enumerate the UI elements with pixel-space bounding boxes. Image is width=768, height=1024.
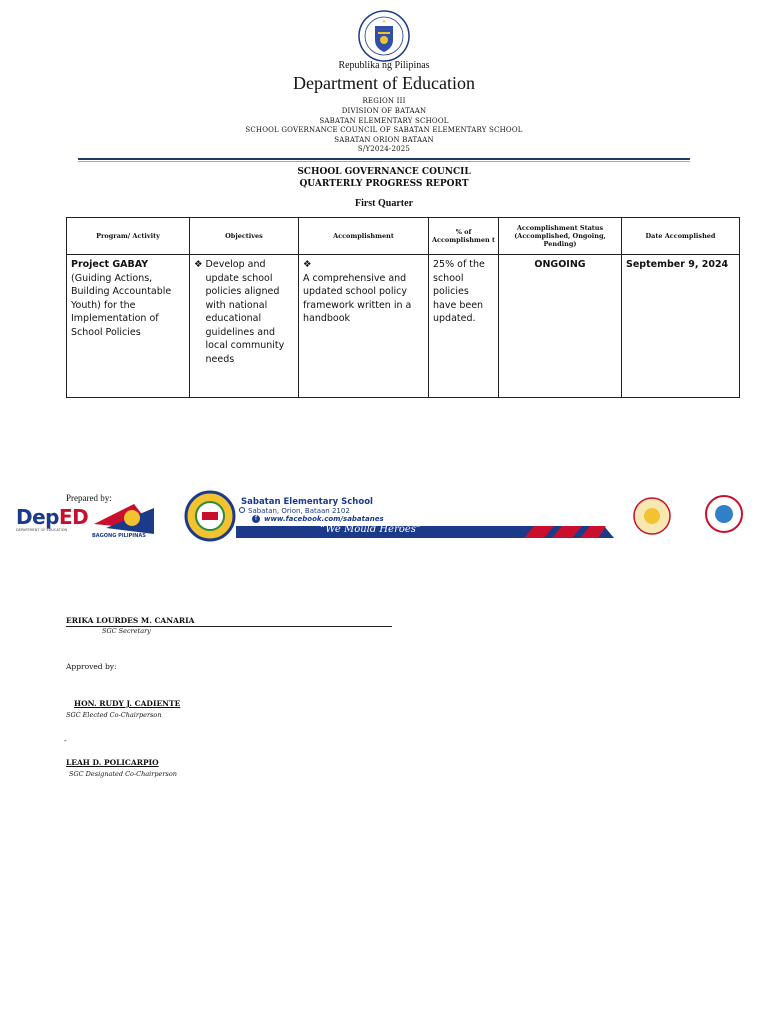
dash-mark: -: [64, 736, 67, 745]
location-icon: [239, 507, 245, 513]
approved-by-label: Approved by:: [66, 662, 117, 671]
date-cell: September 9, 2024: [622, 255, 740, 398]
column-header: Accomplishment: [299, 218, 429, 255]
column-header: Date Accomplished: [622, 218, 740, 255]
objective-cell: [190, 255, 299, 398]
header-line-school: SABATAN ELEMENTARY SCHOOL: [319, 117, 449, 125]
status-cell: ONGOING: [499, 255, 622, 398]
preparer-role: SGC Secretary: [102, 627, 151, 635]
program-name: Project GABAY: [71, 259, 149, 270]
approver2-role: SGC Designated Co-Chairperson: [69, 770, 177, 778]
deped-logo-subtext: DEPARTMENT OF EDUCATION: [16, 528, 68, 532]
column-header: Program/ Activity: [67, 218, 190, 255]
table-header-row: [67, 218, 740, 255]
banner-facebook-link: www.facebook.com/sabatanes: [264, 515, 384, 523]
banner-school-address: Sabatan, Orion, Bataan 2102: [248, 507, 350, 515]
objective-text: Develop and update school policies aligned with national educational guidelines and local community needs: [205, 259, 285, 365]
header-divider: [78, 158, 690, 160]
bagong-pilipinas-text: BAGONG PILIPINAS: [92, 533, 146, 539]
accomplishment-text: A comprehensive and updated school policy framework written in a handbook: [303, 272, 412, 324]
header-line-region: REGION III: [362, 97, 406, 105]
diamond-bullet-icon: ❖: [303, 259, 312, 270]
column-header: Accomplishment Status (Accomplished, Ongoing, Pending): [499, 218, 622, 255]
program-cell: [67, 255, 190, 398]
prepared-by-label: Prepared by:: [66, 493, 112, 503]
column-header: Objectives: [190, 218, 299, 255]
progress-report-table: [66, 217, 740, 398]
deped-seal-logo: [358, 10, 410, 62]
report-title-line2: QUARTERLY PROGRESS REPORT: [299, 179, 469, 189]
preparer-name: ERIKA LOURDES M. CANARIA: [66, 616, 195, 625]
department-title: Department of Education: [293, 73, 475, 93]
deped-logo-dep: Dep: [16, 505, 59, 529]
header-line-address: SABATAN ORION BATAAN: [334, 136, 434, 144]
approver1-name: HON. RUDY J. CADIENTE: [74, 699, 181, 708]
accomplishment-cell: [299, 255, 429, 398]
quarter-label: First Quarter: [354, 198, 414, 209]
header-line-division: DIVISION OF BATAAN: [341, 107, 427, 115]
program-description: (Guiding Actions, Building Accountable Youth) for the Implementation of School Policies: [71, 272, 172, 338]
banner-school-name: Sabatan Elementary School: [241, 497, 373, 507]
republic-text: Republika ng Pilipinas: [338, 60, 430, 71]
banner-motto: “We Mould Heroes”: [320, 524, 422, 535]
diamond-bullet-icon: ❖: [194, 259, 203, 270]
percent-cell: 25% of the school policies have been updated.: [429, 255, 499, 398]
deped-logo: [16, 505, 88, 529]
header-line-council: SCHOOL GOVERNANCE COUNCIL OF SABATAN ELEMENTARY SCHOOL: [245, 126, 523, 134]
facebook-icon: f: [252, 515, 260, 523]
column-header: % of Accomplishmen t: [429, 218, 499, 255]
approver1-role: SGC Elected Co-Chairperson: [66, 711, 162, 719]
approver2-name: LEAH D. POLICARPIO: [66, 758, 159, 767]
header-divider-thin: [78, 161, 690, 162]
table-row: [67, 255, 740, 398]
report-title-line1: SCHOOL GOVERNANCE COUNCIL: [297, 167, 471, 177]
header-line-school-year: S/Y2024-2025: [357, 145, 411, 153]
deped-logo-ed: ED: [58, 505, 89, 529]
